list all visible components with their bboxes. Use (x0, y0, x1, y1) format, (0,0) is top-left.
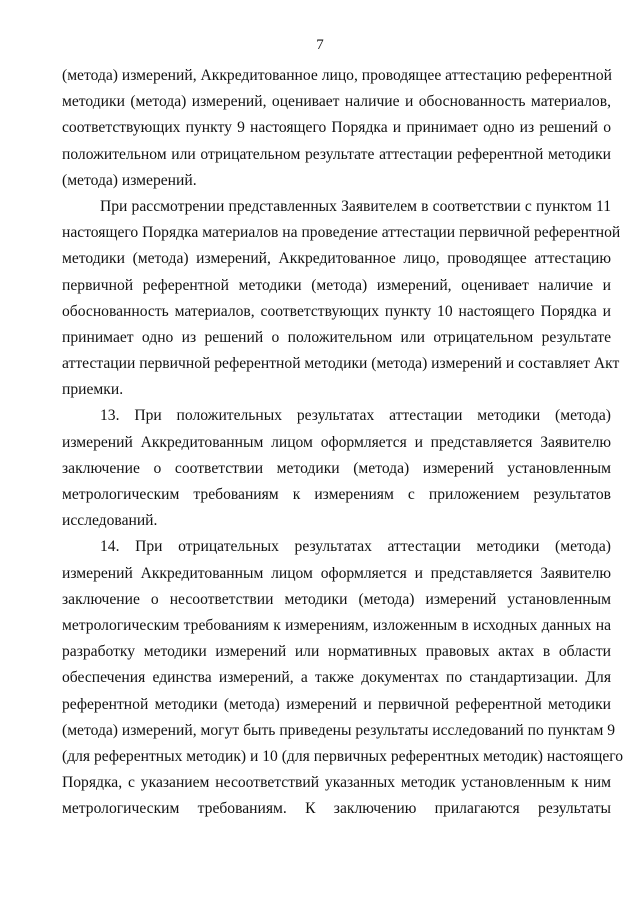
text-line: первичной референтной методики (метода) измерений, оценивает наличие и (62, 276, 611, 294)
text-line: соответствующих пункту 9 настоящего Порядка и принимает одно из решений о (62, 119, 611, 137)
text-line: заключение о соответствии методики (метода) измерений установленным (62, 459, 611, 477)
text-line: (для референтных методик) и 10 (для первичных референтных методик) настоящего (62, 747, 624, 765)
text-line: 14. При отрицательных результатах аттестации методики (метода) (100, 538, 611, 556)
text-line: обоснованность материалов, соответствующих пункту 10 настоящего Порядка и (62, 302, 611, 320)
paragraph-item-14 (62, 534, 624, 822)
text-line: принимает одно из решений о положительном или отрицательном результате (62, 328, 611, 346)
text-line: настоящего Порядка материалов на проведение аттестации первичной референтной (62, 224, 621, 242)
text-line: (метода) измерений, могут быть приведены результаты исследований по пунктам 9 (62, 721, 616, 739)
text-line: При рассмотрении представленных Заявителем в соответствии с пунктом 11 (100, 197, 611, 215)
text-line: (метода) измерений. (62, 171, 197, 189)
text-line: методики (метода) измерений, Аккредитованное лицо, проводящее аттестацию (62, 250, 611, 268)
text-line: измерений Аккредитованным лицом оформляется и представляется Заявителю (62, 433, 611, 451)
text-line: заключение о несоответствии методики (метода) измерений установленным (62, 590, 611, 608)
text-line: приемки. (62, 381, 124, 399)
text-line: аттестации первичной референтной методики (метода) измерений и составляет Акт (62, 355, 620, 373)
paragraph-primary-reference-review (62, 194, 621, 404)
text-line: методики (метода) измерений, оценивает наличие и обоснованность материалов, (62, 93, 611, 111)
text-line: метрологическим требованиям к измерениям с приложением результатов (62, 486, 611, 503)
text-line: метрологическим требованиям. К заключению прилагаются результаты (62, 800, 611, 818)
text-line: (метода) измерений, Аккредитованное лицо, проводящее аттестацию референтной (62, 67, 612, 84)
paragraph-item-13 (62, 403, 611, 534)
text-line: референтной методики (метода) измерений и первичной референтной методики (62, 695, 611, 713)
text-line: разработку методики измерений или нормативных правовых актах в области (62, 643, 611, 661)
text-line: 13. При положительных результатах аттестации методики (метода) (100, 407, 611, 425)
text-line: метрологическим требованиям к измерениям, изложенным в исходных данных на (62, 616, 611, 634)
text-line: обеспечения единства измерений, а также документах по стандартизации. Для (62, 669, 611, 687)
paragraph-continuation (62, 63, 611, 194)
text-line: исследований. (62, 512, 158, 530)
text-line: Порядка, с указанием несоответствий указанных методик установленным к ним (62, 774, 611, 792)
text-line: положительном или отрицательном результате аттестации референтной методики (62, 145, 611, 163)
document-body (62, 63, 624, 822)
page-number: 7 (316, 37, 324, 53)
text-line: измерений Аккредитованным лицом оформляется и представляется Заявителю (62, 564, 611, 582)
